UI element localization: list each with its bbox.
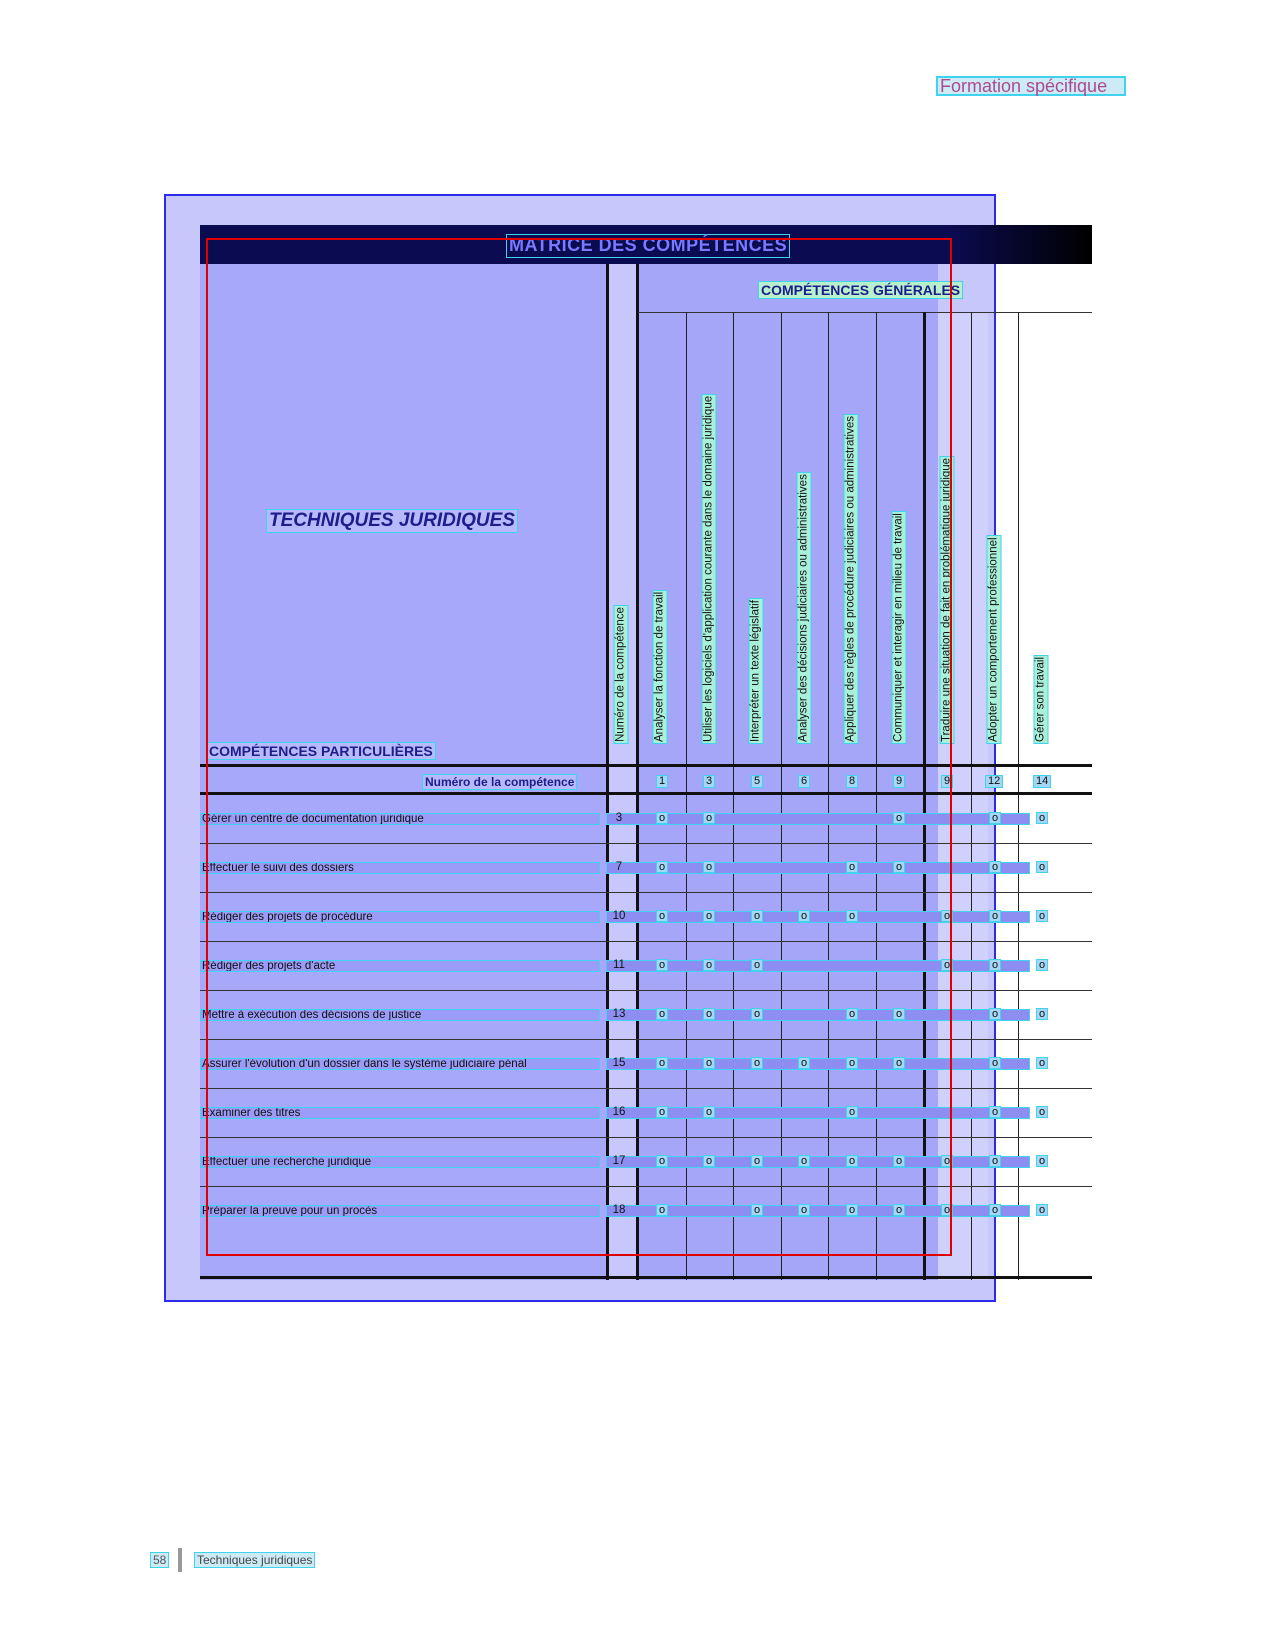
col-header-1: Utiliser les logiciels d'application courante dans le domaine juridique — [702, 395, 715, 742]
general-number: 12 — [985, 775, 1003, 788]
matrix-mark: o — [989, 861, 1001, 873]
footer-title: Techniques juridiques — [194, 1552, 315, 1568]
matrix-mark: o — [893, 1008, 905, 1020]
matrix-mark: o — [656, 1008, 668, 1020]
matrix-mark: o — [656, 1204, 668, 1216]
general-competences-label: COMPÉTENCES GÉNÉRALES — [758, 281, 963, 299]
row-competence-number: 13 — [612, 1008, 626, 1020]
col-header-6: Traduire une situation de fait en problématique juridique — [940, 457, 953, 742]
row-label: Effectuer une recherche juridique — [200, 1156, 600, 1168]
row-label: Effectuer le suivi des dossiers — [200, 862, 600, 874]
row-competence-number: 10 — [612, 910, 626, 922]
row-highlight — [606, 862, 1030, 874]
matrix-mark: o — [1036, 812, 1048, 824]
general-number: 5 — [751, 775, 763, 788]
matrix-mark: o — [656, 1155, 668, 1167]
matrix-mark: o — [798, 910, 810, 922]
matrix-mark: o — [1036, 910, 1048, 922]
matrix-mark: o — [751, 1204, 763, 1216]
general-number: 14 — [1033, 775, 1051, 788]
matrix-mark: o — [846, 1057, 858, 1069]
row-competence-number: 16 — [612, 1106, 626, 1118]
matrix-mark: o — [703, 959, 715, 971]
matrix-mark: o — [989, 1008, 1001, 1020]
matrix-mark: o — [1036, 1204, 1048, 1216]
matrix-mark: o — [703, 1155, 715, 1167]
general-number: 9 — [893, 775, 905, 788]
matrix-mark: o — [798, 1155, 810, 1167]
matrix-mark: o — [941, 910, 953, 922]
matrix-mark: o — [846, 1155, 858, 1167]
row-label: Préparer la preuve pour un procès — [200, 1205, 600, 1217]
matrix-mark: o — [893, 1155, 905, 1167]
row-highlight — [606, 1107, 1030, 1119]
matrix-mark: o — [941, 1204, 953, 1216]
col-header-competence-number: Numéro de la compétence — [614, 607, 627, 742]
table-row — [200, 893, 1092, 942]
matrix-mark: o — [1036, 861, 1048, 873]
row-label: Rédiger des projets de procédure — [200, 911, 600, 923]
matrix-mark: o — [1036, 1155, 1048, 1167]
col-header-7: Adopter un comportement professionnel — [987, 537, 1000, 742]
grid-line — [200, 1276, 1092, 1279]
general-number: 1 — [656, 775, 668, 788]
particular-competences-label: COMPÉTENCES PARTICULIÈRES — [206, 742, 436, 760]
row-highlight — [606, 1205, 1030, 1217]
matrix-mark: o — [703, 1057, 715, 1069]
row-competence-number: 7 — [615, 861, 623, 873]
matrix-mark: o — [751, 1155, 763, 1167]
matrix-mark: o — [751, 1008, 763, 1020]
matrix-mark: o — [656, 1057, 668, 1069]
matrix-mark: o — [1036, 1057, 1048, 1069]
row-label: Examiner des titres — [200, 1107, 600, 1119]
matrix-mark: o — [1036, 1008, 1048, 1020]
general-number: 6 — [798, 775, 810, 788]
matrix-mark: o — [893, 1057, 905, 1069]
matrix-mark: o — [703, 861, 715, 873]
grid-line — [200, 764, 1092, 767]
matrix-mark: o — [846, 1008, 858, 1020]
matrix-mark: o — [846, 1204, 858, 1216]
row-highlight — [606, 1058, 1030, 1070]
matrix-mark: o — [798, 1057, 810, 1069]
matrix-mark: o — [989, 812, 1001, 824]
row-label: Rédiger des projets d'acte — [200, 960, 600, 972]
row-competence-number: 15 — [612, 1057, 626, 1069]
matrix-mark: o — [1036, 959, 1048, 971]
matrix-mark: o — [846, 1106, 858, 1118]
row-competence-number: 17 — [612, 1155, 626, 1167]
section-header: Formation spécifique — [936, 76, 1126, 96]
matrix-mark: o — [656, 861, 668, 873]
row-competence-number: 18 — [612, 1204, 626, 1216]
matrix-mark: o — [703, 1008, 715, 1020]
row-label: Gérer un centre de documentation juridique — [200, 813, 600, 825]
table-row — [200, 1187, 1092, 1236]
col-header-4: Appliquer des règles de procédure judiciaires ou administratives — [844, 415, 857, 742]
matrix-mark: o — [751, 1057, 763, 1069]
footer-divider — [178, 1548, 182, 1572]
row-competence-number: 11 — [613, 959, 625, 971]
matrix-mark: o — [846, 861, 858, 873]
row-competence-number: 3 — [615, 812, 623, 824]
matrix-mark: o — [751, 959, 763, 971]
col-header-8: Gérer son travail — [1034, 656, 1047, 742]
row-label: Assurer l'évolution d'un dossier dans le système judiciaire pénal — [200, 1058, 600, 1070]
competence-number-row-label: Numéro de la compétence — [422, 774, 577, 790]
matrix-mark: o — [941, 1155, 953, 1167]
row-highlight — [606, 1156, 1030, 1168]
matrix-mark: o — [798, 1204, 810, 1216]
matrix-mark: o — [1036, 1106, 1048, 1118]
table-row — [200, 1089, 1092, 1138]
matrix-mark: o — [703, 812, 715, 824]
matrix-mark: o — [989, 1155, 1001, 1167]
row-label: Mettre à exécution des décisions de justice — [200, 1009, 600, 1021]
row-highlight — [606, 911, 1030, 923]
matrix-mark: o — [656, 812, 668, 824]
matrix-mark: o — [751, 910, 763, 922]
table-row — [200, 942, 1092, 991]
title-bar — [200, 225, 1092, 264]
matrix-mark: o — [656, 959, 668, 971]
table-row — [200, 795, 1092, 844]
col-header-0: Analyser la fonction de travail — [653, 591, 666, 742]
col-header-2: Interpréter un texte législatif — [749, 600, 762, 742]
matrix-mark: o — [989, 910, 1001, 922]
table-row — [200, 1138, 1092, 1187]
matrix-mark: o — [989, 1106, 1001, 1118]
general-number: 3 — [703, 775, 715, 788]
matrix-mark: o — [989, 959, 1001, 971]
matrix-mark: o — [703, 1106, 715, 1118]
table-row — [200, 1040, 1092, 1089]
program-name: TECHNIQUES JURIDIQUES — [266, 509, 518, 533]
matrix-mark: o — [941, 959, 953, 971]
general-number: 9 — [941, 775, 953, 788]
col-header-5: Communiquer et interagir en milieu de travail — [892, 513, 905, 742]
matrix-mark: o — [893, 861, 905, 873]
page-number: 58 — [150, 1552, 169, 1568]
table-row — [200, 844, 1092, 893]
table-row — [200, 991, 1092, 1040]
row-highlight — [606, 1009, 1030, 1021]
matrix-mark: o — [703, 910, 715, 922]
matrix-title: MATRICE DES COMPÉTENCES — [506, 234, 790, 258]
col-header-3: Analyser des décisions judiciaires ou administratives — [797, 474, 810, 742]
matrix-mark: o — [989, 1204, 1001, 1216]
matrix-mark: o — [893, 1204, 905, 1216]
row-highlight — [606, 813, 1030, 825]
matrix-mark: o — [846, 910, 858, 922]
competence-matrix — [200, 225, 1092, 1280]
general-number: 8 — [846, 775, 858, 788]
matrix-mark: o — [656, 910, 668, 922]
matrix-mark: o — [893, 812, 905, 824]
matrix-mark: o — [989, 1057, 1001, 1069]
matrix-mark: o — [656, 1106, 668, 1118]
row-highlight — [606, 960, 1030, 972]
